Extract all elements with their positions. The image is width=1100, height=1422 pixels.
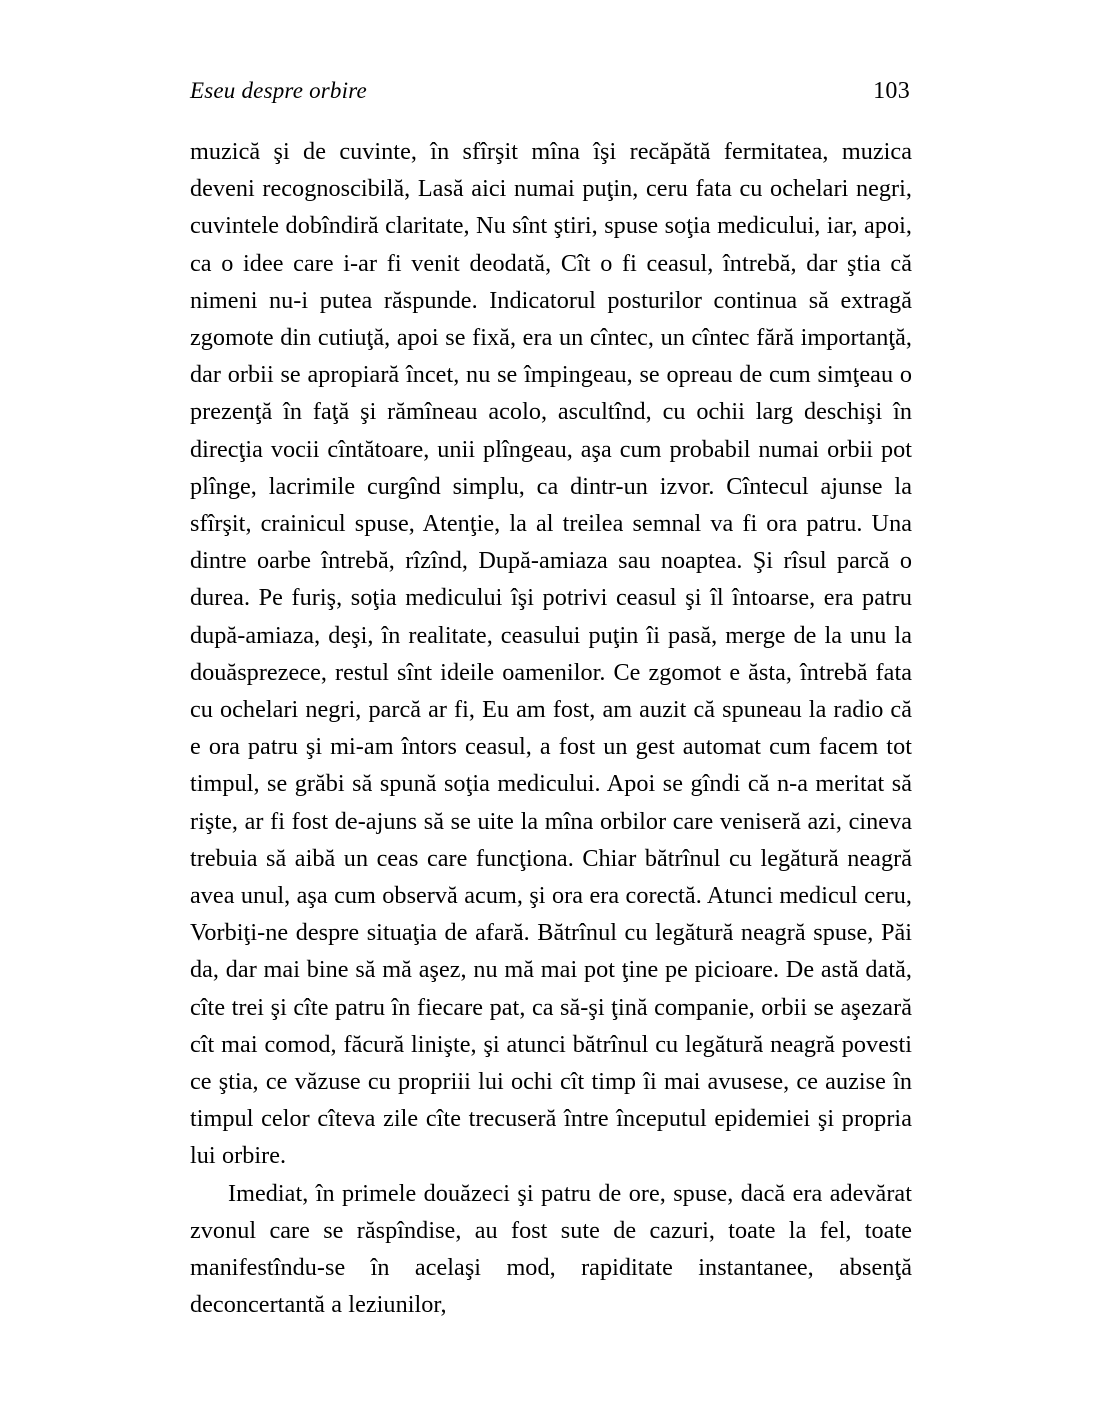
page-body bbox=[190, 133, 912, 1324]
paragraph: Imediat, în primele douăzeci şi patru de ore, spuse, dacă era adevărat zvonul care se răspîndise, au fost sute de cazuri, toate la fel, toate manifestîndu-se în acelaşi mod, rapiditate instantanee, absenţă deconcertantă a leziunilor, bbox=[190, 1179, 912, 1319]
page-header bbox=[190, 78, 910, 105]
page-number: 103 bbox=[873, 78, 910, 104]
paragraph: muzică şi de cuvinte, în sfîrşit mîna îşi recăpătă fermitatea, muzica deveni recognoscibilă, Lasă aici numai puţin, ceru fata cu ochelari negri, cuvintele dobîndiră claritate, Nu sînt ştiri, spuse soţia medicului, iar, apoi, ca o idee care i-ar fi venit deodată, Cît o fi ceasul, întrebă, dar ştia că nimeni nu-i putea răspunde. Indicatorul posturilor continua să extragă zgomote din cutiuţă, apoi se fixă, era un cîntec, un cîntec fără importanţă, dar orbii se apropiară încet, nu se împingeau, se opreau de cum simţeau o prezenţă în faţă şi rămîneau acolo, ascultînd, cu ochii larg deschişi în direcţia vocii cîntătoare, unii plîngeau, aşa cum probabil numai orbii pot plînge, lacrimile curgînd simplu, ca dintr-un izvor. Cîntecul ajunse la sfîrşit, crainicul spuse, Atenţie, la al treilea semnal va fi ora patru. Una dintre oarbe întrebă, rîzînd, După-amiaza sau noaptea. Şi rîsul parcă o durea. Pe furiş, soţia medicului îşi potrivi ceasul şi îl întoarse, era patru după-amiaza, deşi, în realitate, ceasului puţin îi pasă, merge de la unu la douăsprezece, restul sînt ideile oamenilor. Ce zgomot e ăsta, întrebă fata cu ochelari negri, parcă ar fi, Eu am fost, am auzit că spuneau la radio că e ora patru şi mi-am întors ceasul, a fost un gest automat cum facem tot timpul, se grăbi să spună soţia medicului. Apoi se gîndi că n-a meritat să rişte, ar fi fost de-ajuns să se uite la mîna orbilor care veniseră azi, cineva trebuia să aibă un ceas care funcţiona. Chiar bătrînul cu legătură neagră avea unul, aşa cum observă acum, şi ora era corectă. Atunci medicul ceru, Vorbiţi-ne despre situaţia de afară. Bătrînul cu legătură neagră spuse, Păi da, dar mai bine să mă aşez, nu mă mai pot ţine pe picioare. De astă dată, cîte trei şi cîte patru în fiecare pat, ca să-şi ţină companie, orbii se aşezară cît mai comod, făcură linişte, şi atunci bătrînul cu legătură neagră povesti ce ştia, ce văzuse cu propriii lui ochi cît timp îi mai avusese, ce auzise în timpul celor cîteva zile cîte trecuseră între începutul epidemiei şi propria lui orbire. bbox=[190, 138, 912, 1170]
running-title: Eseu despre orbire bbox=[190, 78, 367, 103]
